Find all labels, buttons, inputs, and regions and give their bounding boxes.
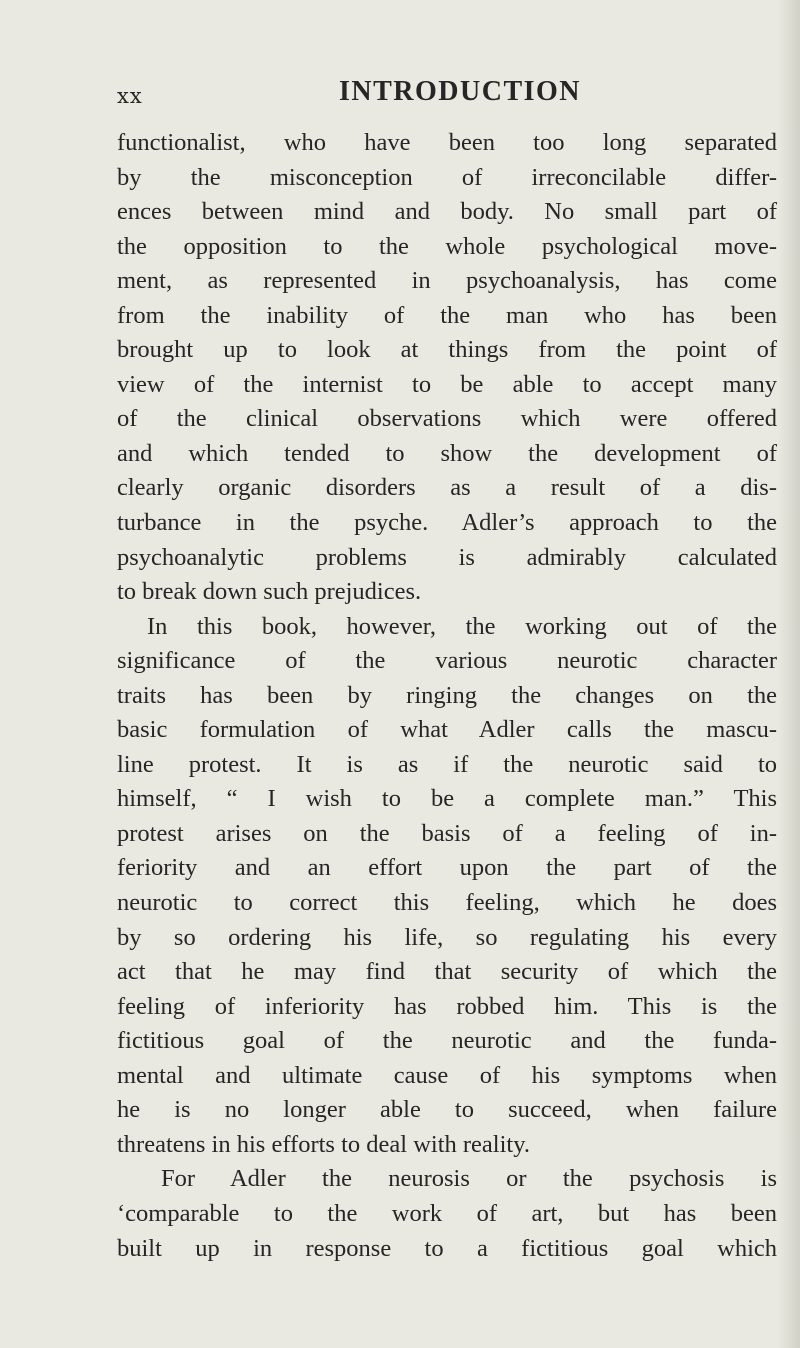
page-edge-shadow [778, 0, 800, 1348]
body-text [117, 126, 777, 1266]
text-line: feeling of inferiority has robbed him. This is the [117, 992, 777, 1020]
text-line: clearly organic disorders as a result of a dis- [117, 474, 777, 502]
text-line: turbance in the psyche. Adler’s approach to the [117, 509, 777, 537]
text-line: by the misconception of irreconcilable differ- [117, 163, 777, 191]
text-line: brought up to look at things from the point of [117, 336, 777, 364]
text-line: ment, as represented in psychoanalysis, has come [117, 267, 777, 295]
text-line: from the inability of the man who has been [117, 301, 777, 329]
text-line: basic formulation of what Adler calls the mascu- [117, 716, 777, 744]
text-line: the opposition to the whole psychological move- [117, 232, 777, 260]
text-line: and which tended to show the development of [117, 439, 777, 467]
text-line: act that he may find that security of which the [117, 958, 777, 986]
text-line: psychoanalytic problems is admirably calculated [117, 543, 777, 571]
running-head: INTRODUCTION [339, 76, 582, 107]
page-number: xx [117, 84, 143, 108]
text-line: feriority and an effort upon the part of the [117, 854, 777, 882]
text-line: protest arises on the basis of a feeling of in- [117, 819, 777, 847]
paragraph-start-line: In this book, however, the working out of the [147, 612, 777, 640]
text-line: himself, “ I wish to be a complete man.” This [117, 785, 777, 813]
text-line: view of the internist to be able to accept many [117, 370, 777, 398]
page-header [117, 76, 777, 116]
text-line: traits has been by ringing the changes on the [117, 681, 777, 709]
text-line: mental and ultimate cause of his symptoms when [117, 1061, 777, 1089]
paragraph-start-line: For Adler the neurosis or the psychosis is [161, 1165, 777, 1193]
text-line: significance of the various neurotic character [117, 647, 777, 675]
text-line: line protest. It is as if the neurotic said to [117, 750, 777, 778]
paragraph-end-line: to break down such prejudices. [117, 578, 422, 606]
paragraph-end-line: threatens in his efforts to deal with reality. [117, 1130, 530, 1158]
text-line: neurotic to correct this feeling, which he does [117, 889, 777, 917]
text-line: fictitious goal of the neurotic and the funda- [117, 1027, 777, 1055]
text-line: functionalist, who have been too long separated [117, 129, 777, 156]
text-line: he is no longer able to succeed, when failure [117, 1096, 777, 1124]
text-line: ‘comparable to the work of art, but has been [117, 1199, 777, 1227]
text-line: ences between mind and body. No small part of [117, 198, 777, 226]
text-line: by so ordering his life, so regulating his every [117, 923, 777, 951]
text-line: built up in response to a fictitious goal which [117, 1234, 777, 1262]
text-line: of the clinical observations which were offered [117, 405, 777, 433]
